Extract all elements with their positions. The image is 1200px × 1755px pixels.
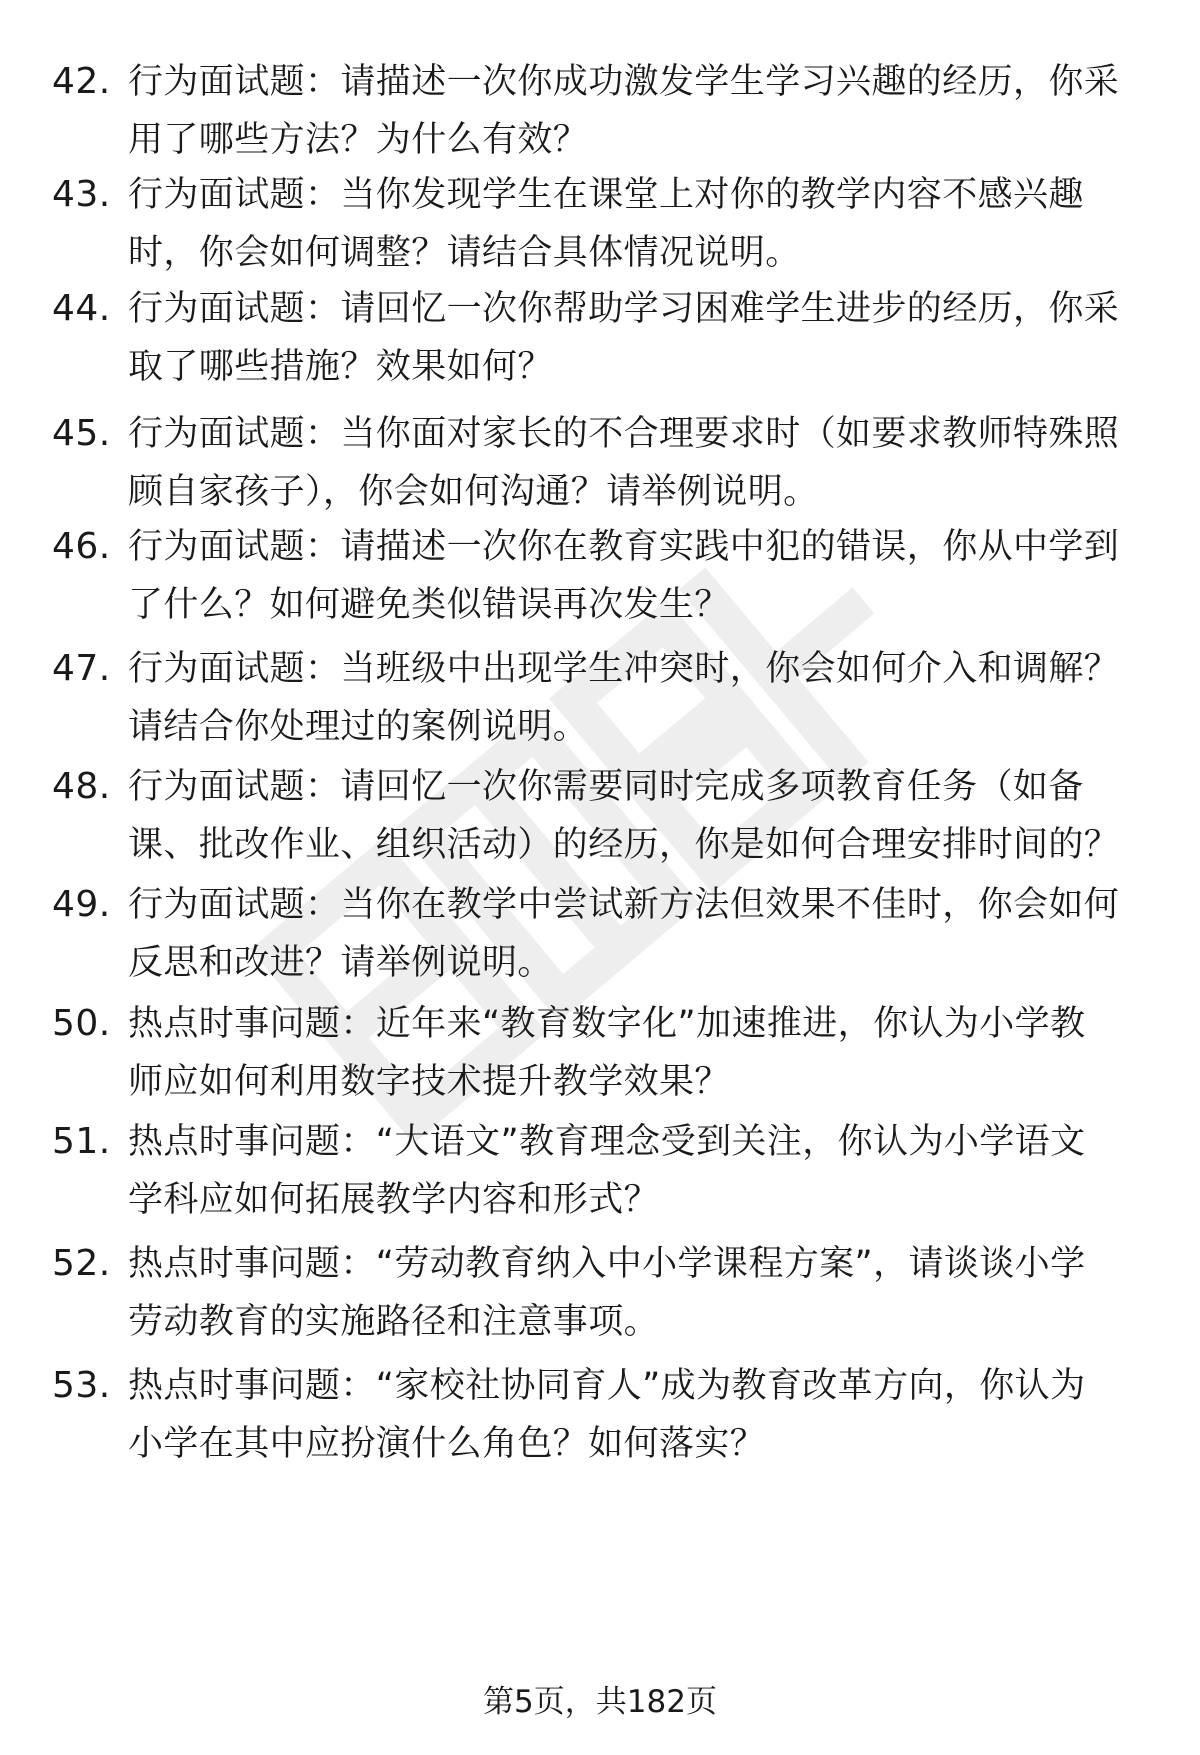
- question-text-line: 反思和改进？请举例说明。: [128, 943, 553, 983]
- question-item-48: [0, 758, 1200, 878]
- question-text-line: 行为面试题：当你发现学生在课堂上对你的教学内容不感兴趣: [128, 175, 1084, 215]
- question-item-46: [0, 518, 1200, 638]
- question-number: 46.: [52, 526, 111, 567]
- question-text-line: 热点时事问题：近年来“教育数字化”加速推进，你认为小学教: [128, 1004, 1086, 1044]
- question-item-52: [0, 1235, 1200, 1355]
- question-text-line: 行为面试题：请回忆一次你需要同时完成多项教育任务（如备: [128, 767, 1084, 807]
- question-text-line: 时，你会如何调整？请结合具体情况说明。: [128, 233, 801, 273]
- question-text-line: 了什么？如何避免类似错误再次发生？: [128, 585, 730, 625]
- question-text-line: 顾自家孩子），你会如何沟通？请举例说明。: [128, 472, 819, 512]
- question-text-line: 热点时事问题：“大语文”教育理念受到关注，你认为小学语文: [128, 1122, 1086, 1162]
- question-number: 51.: [52, 1121, 111, 1162]
- question-number: 53.: [52, 1365, 111, 1406]
- question-number: 42.: [52, 61, 111, 102]
- question-text-line: 行为面试题：请描述一次你在教育实践中犯的错误，你从中学到: [128, 527, 1120, 567]
- question-text-line: 劳动教育的实施路径和注意事项。: [128, 1302, 660, 1342]
- question-text-line: 师应如何利用数字技术提升教学效果？: [128, 1062, 730, 1102]
- question-text-line: 行为面试题：当你面对家长的不合理要求时（如要求教师特殊照: [128, 414, 1120, 454]
- question-text-line: 课、批改作业、组织活动）的经历，你是如何合理安排时间的？: [128, 825, 1120, 865]
- question-text-line: 行为面试题：请描述一次你成功激发学生学习兴趣的经历，你采: [128, 62, 1120, 102]
- question-text-line: 用了哪些方法？为什么有效？: [128, 120, 589, 160]
- question-item-43: [0, 166, 1200, 286]
- question-item-47: [0, 640, 1200, 760]
- question-text-line: 学科应如何拓展教学内容和形式？: [128, 1180, 660, 1220]
- question-text-line: 行为面试题：请回忆一次你帮助学习困难学生进步的经历，你采: [128, 289, 1120, 329]
- question-number: 43.: [52, 174, 111, 215]
- question-number: 45.: [52, 413, 111, 454]
- question-text-line: 行为面试题：当班级中出现学生冲突时，你会如何介入和调解？: [128, 649, 1120, 689]
- question-text-line: 取了哪些措施？效果如何？: [128, 347, 553, 387]
- question-number: 50.: [52, 1003, 111, 1044]
- question-text-line: 请结合你处理过的案例说明。: [128, 707, 589, 747]
- question-item-49: [0, 876, 1200, 996]
- question-item-45: [0, 405, 1200, 525]
- question-item-51: [0, 1113, 1200, 1233]
- question-text-line: 行为面试题：当你在教学中尝试新方法但效果不佳时，你会如何: [128, 885, 1120, 925]
- page-number-footer: 第5页，共182页: [483, 1684, 717, 1720]
- question-item-44: [0, 280, 1200, 400]
- question-item-42: [0, 53, 1200, 173]
- question-number: 44.: [52, 288, 111, 329]
- question-number: 49.: [52, 884, 111, 925]
- question-text-line: 热点时事问题：“家校社协同育人”成为教育改革方向，你认为: [128, 1366, 1086, 1406]
- question-text-line: 热点时事问题：“劳动教育纳入中小学课程方案”，请谈谈小学: [128, 1244, 1086, 1284]
- question-number: 47.: [52, 648, 111, 689]
- question-text-line: 小学在其中应扮演什么角色？如何落实？: [128, 1424, 766, 1464]
- question-number: 52.: [52, 1243, 111, 1284]
- question-number: 48.: [52, 766, 111, 807]
- question-item-53: [0, 1357, 1200, 1477]
- question-item-50: [0, 995, 1200, 1115]
